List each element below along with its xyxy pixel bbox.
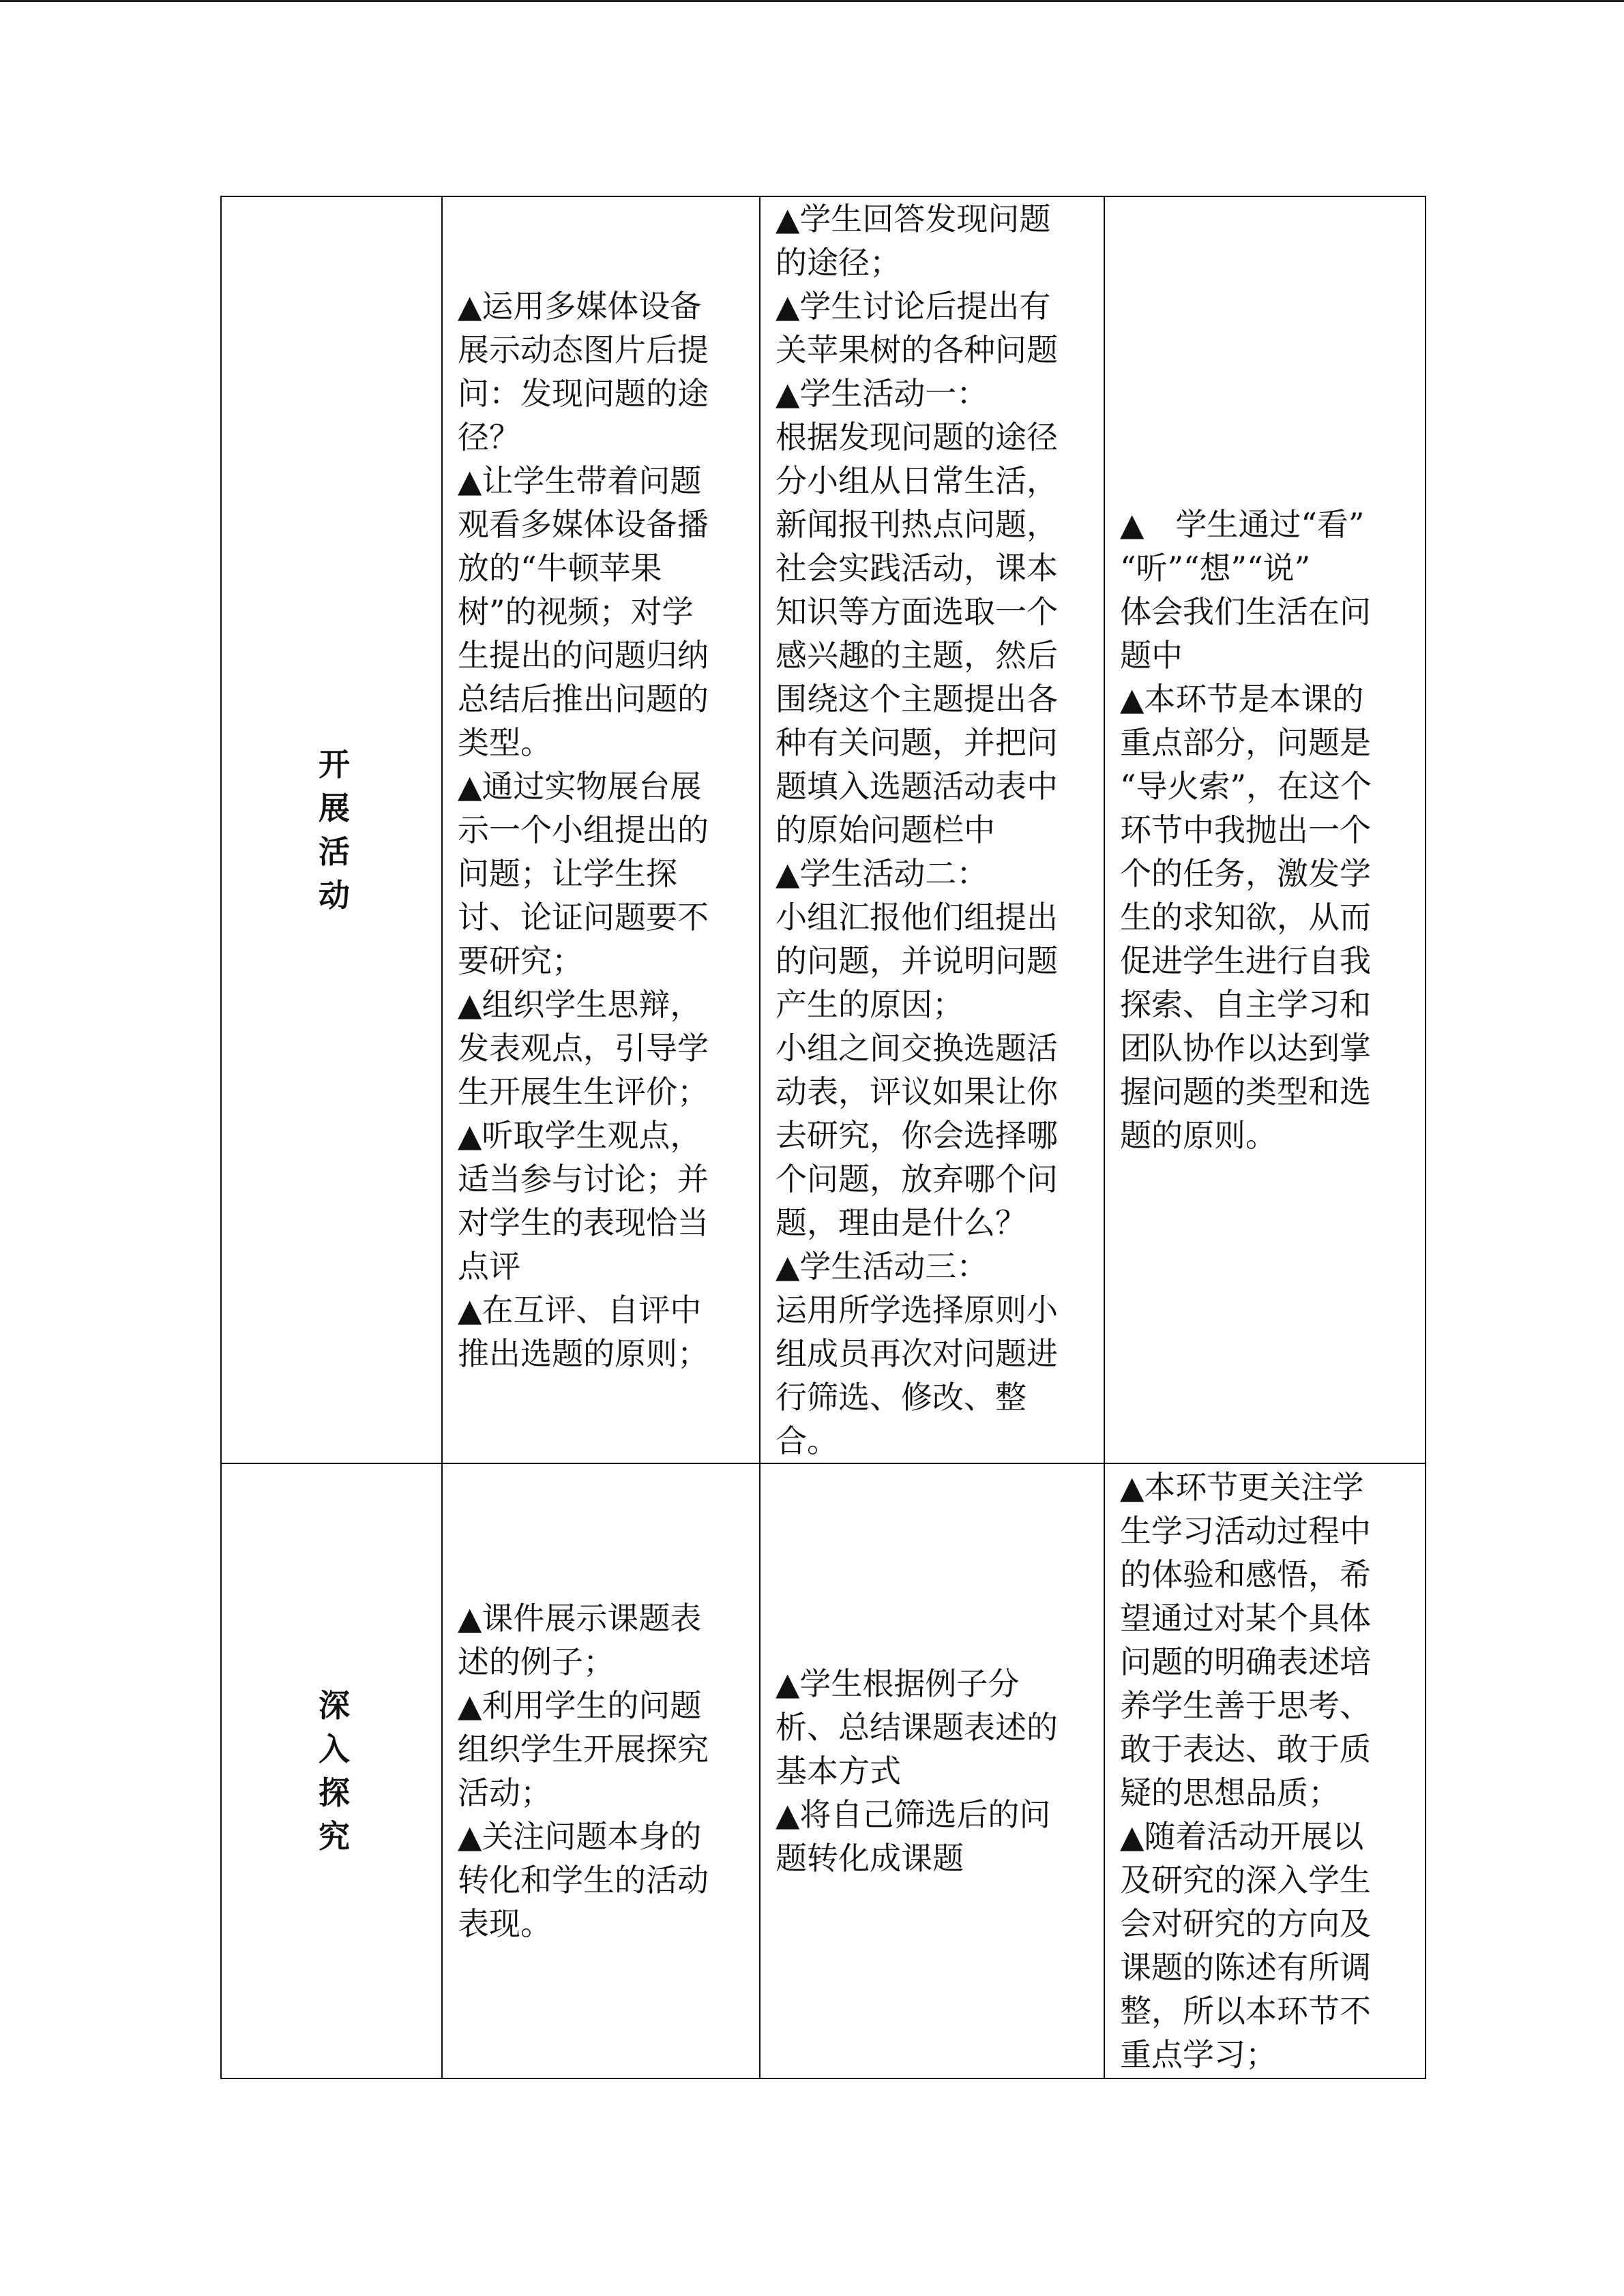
text-line: 重点学习；	[1120, 2036, 1277, 2073]
text-line: 小组之间交换选题活	[776, 1030, 1058, 1067]
text-line: 观看多媒体设备播	[458, 506, 709, 543]
text-line: 合。	[776, 1422, 838, 1459]
text-line: 个的任务，激发学	[1120, 855, 1371, 892]
text-line: 的体验和感悟，希	[1120, 1556, 1371, 1593]
text-line: ▲通过实物展台展	[458, 768, 702, 805]
text-line: ▲利用学生的问题	[458, 1687, 702, 1724]
phase-char: 入	[319, 1731, 350, 1768]
text-line: 探索、自主学习和	[1120, 986, 1371, 1023]
text-line: 课题的陈述有所调	[1120, 1949, 1371, 1986]
text-line: 总结后推出问题的	[458, 681, 709, 717]
text-line: ▲学生活动一：	[776, 375, 988, 412]
text-line: 围绕这个主题提出各	[776, 681, 1058, 717]
text-line: 适当参与讨论；并	[458, 1161, 709, 1197]
phase-char: 活	[319, 833, 350, 870]
text-line: ▲关注问题本身的	[458, 1818, 702, 1855]
table-row-activity	[221, 196, 1426, 1463]
text-line: 生的求知欲，从而	[1120, 899, 1371, 936]
text-line: 整，所以本环节不	[1120, 1993, 1371, 2029]
table-row-explore	[221, 1463, 1426, 2078]
text-line: 放的“牛顿苹果	[458, 550, 662, 586]
text-line: 生学习活动过程中	[1120, 1512, 1371, 1549]
phase-char: 探	[319, 1774, 350, 1811]
text-line: 问：发现问题的途	[458, 375, 709, 412]
teacher-activity-cell	[442, 1463, 760, 2078]
text-line: ▲组织学生思辩，	[458, 986, 702, 1023]
text-line: 转化和学生的活动	[458, 1862, 709, 1898]
text-line: 题中	[1120, 637, 1183, 674]
text-line: 题转化成课题	[776, 1840, 964, 1877]
text-line: 问题；让学生探	[458, 855, 677, 892]
text-line: ▲将自己筛选后的问	[776, 1796, 1051, 1833]
text-line: 社会实践活动，课本	[776, 550, 1058, 586]
text-line: 根据发现问题的途径	[776, 419, 1058, 456]
teacher-activity-cell	[442, 196, 760, 1463]
text-line: 促进学生进行自我	[1120, 942, 1371, 979]
text-line: 产生的原因；	[776, 986, 964, 1023]
text-line: 发表观点，引导学	[458, 1030, 709, 1067]
phase-char: 深	[319, 1687, 350, 1724]
text-line: 推出选题的原则；	[458, 1335, 709, 1372]
page-top-rule	[0, 0, 1624, 2]
design-intent-cell	[1104, 196, 1426, 1463]
text-line: 题填入选题活动表中	[776, 768, 1058, 805]
text-line: 知识等方面选取一个	[776, 593, 1058, 630]
text-line: 题，理由是什么？	[776, 1204, 1027, 1241]
text-line: 展示动态图片后提	[458, 331, 709, 368]
text-line: 问题的明确表述培	[1120, 1643, 1371, 1680]
text-line: 基本方式	[776, 1753, 901, 1789]
text-line: 要研究；	[458, 942, 583, 979]
text-line: 的问题，并说明问题	[776, 942, 1058, 979]
student-activity-cell	[760, 196, 1104, 1463]
text-line: 组成员再次对问题进	[776, 1335, 1058, 1372]
text-line: 感兴趣的主题，然后	[776, 637, 1058, 674]
phase-char: 动	[319, 877, 350, 914]
text-line: 养学生善于思考、	[1120, 1687, 1371, 1724]
text-line: ▲学生根据例子分	[776, 1665, 1020, 1702]
text-line: 去研究，你会选择哪	[776, 1117, 1058, 1154]
text-line: 点评	[458, 1248, 520, 1285]
text-line: 疑的思想品质；	[1120, 1774, 1340, 1811]
text-line: 题的原则。	[1120, 1117, 1277, 1154]
text-line: 小组汇报他们组提出	[776, 899, 1058, 936]
text-line: 个问题，放弃哪个问	[776, 1161, 1058, 1197]
text-line: 握问题的类型和选	[1120, 1073, 1371, 1110]
text-line: ▲让学生带着问题	[458, 462, 702, 499]
phase-char: 究	[319, 1818, 350, 1855]
text-line: 会对研究的方向及	[1120, 1905, 1371, 1942]
text-line: 析、总结课题表述的	[776, 1709, 1058, 1746]
text-line: ▲本环节是本课的	[1120, 681, 1364, 717]
text-line: ▲课件展示课题表	[458, 1600, 702, 1637]
text-line: 生提出的问题归纳	[458, 637, 709, 674]
text-line: ▲ 学生通过“看”	[1120, 506, 1365, 543]
text-line: 种有关问题，并把问	[776, 724, 1058, 761]
text-line: 团队协作以达到掌	[1120, 1030, 1371, 1067]
text-line: “听”“想”“说”	[1120, 550, 1311, 586]
text-line: 动表，评议如果让你	[776, 1073, 1058, 1110]
text-line: ▲学生活动三：	[776, 1248, 988, 1285]
text-line: 的原始问题栏中	[776, 811, 995, 848]
text-line: ▲听取学生观点，	[458, 1117, 702, 1154]
text-line: 体会我们生活在问	[1120, 593, 1371, 630]
text-line: 类型。	[458, 724, 552, 761]
phase-char: 展	[319, 790, 350, 826]
text-line: ▲随着活动开展以	[1120, 1818, 1364, 1855]
text-line: ▲运用多媒体设备	[458, 288, 702, 325]
text-line: 运用所学选择原则小	[776, 1292, 1058, 1328]
lesson-plan-table	[220, 196, 1426, 2079]
text-line: 树”的视频；对学	[458, 593, 694, 630]
text-line: 组织学生开展探究	[458, 1731, 709, 1768]
text-line: 生开展生生评价；	[458, 1073, 709, 1110]
text-line: 述的例子；	[458, 1643, 615, 1680]
text-line: 新闻报刊热点问题，	[776, 506, 1058, 543]
text-line: 重点部分，问题是	[1120, 724, 1371, 761]
text-line: 环节中我抛出一个	[1120, 811, 1371, 848]
text-line: 示一个小组提出的	[458, 811, 709, 848]
text-line: 表现。	[458, 1905, 552, 1942]
text-line: ▲学生讨论后提出有	[776, 288, 1051, 325]
text-line: 关苹果树的各种问题	[776, 331, 1058, 368]
text-line: 活动；	[458, 1774, 552, 1811]
text-line: 及研究的深入学生	[1120, 1862, 1371, 1898]
phase-cell	[221, 1463, 442, 2078]
text-line: 讨、论证问题要不	[458, 899, 709, 936]
text-line: 对学生的表现恰当	[458, 1204, 709, 1241]
text-line: 径？	[458, 419, 520, 456]
text-line: ▲学生活动二：	[776, 855, 988, 892]
phase-cell	[221, 196, 442, 1463]
phase-char: 开	[319, 746, 350, 783]
text-line: ▲在互评、自评中	[458, 1292, 702, 1328]
text-line: ▲学生回答发现问题	[776, 200, 1051, 237]
text-line: “导火索”，在这个	[1120, 768, 1372, 805]
text-line: 的途径；	[776, 244, 901, 281]
text-line: 望通过对某个具体	[1120, 1600, 1371, 1637]
text-line: 敢于表达、敢于质	[1120, 1731, 1371, 1768]
text-line: 分小组从日常生活，	[776, 462, 1058, 499]
student-activity-cell	[760, 1463, 1104, 2078]
design-intent-cell	[1104, 1463, 1426, 2078]
text-line: 行筛选、修改、整	[776, 1379, 1027, 1416]
text-line: ▲本环节更关注学	[1120, 1469, 1364, 1506]
